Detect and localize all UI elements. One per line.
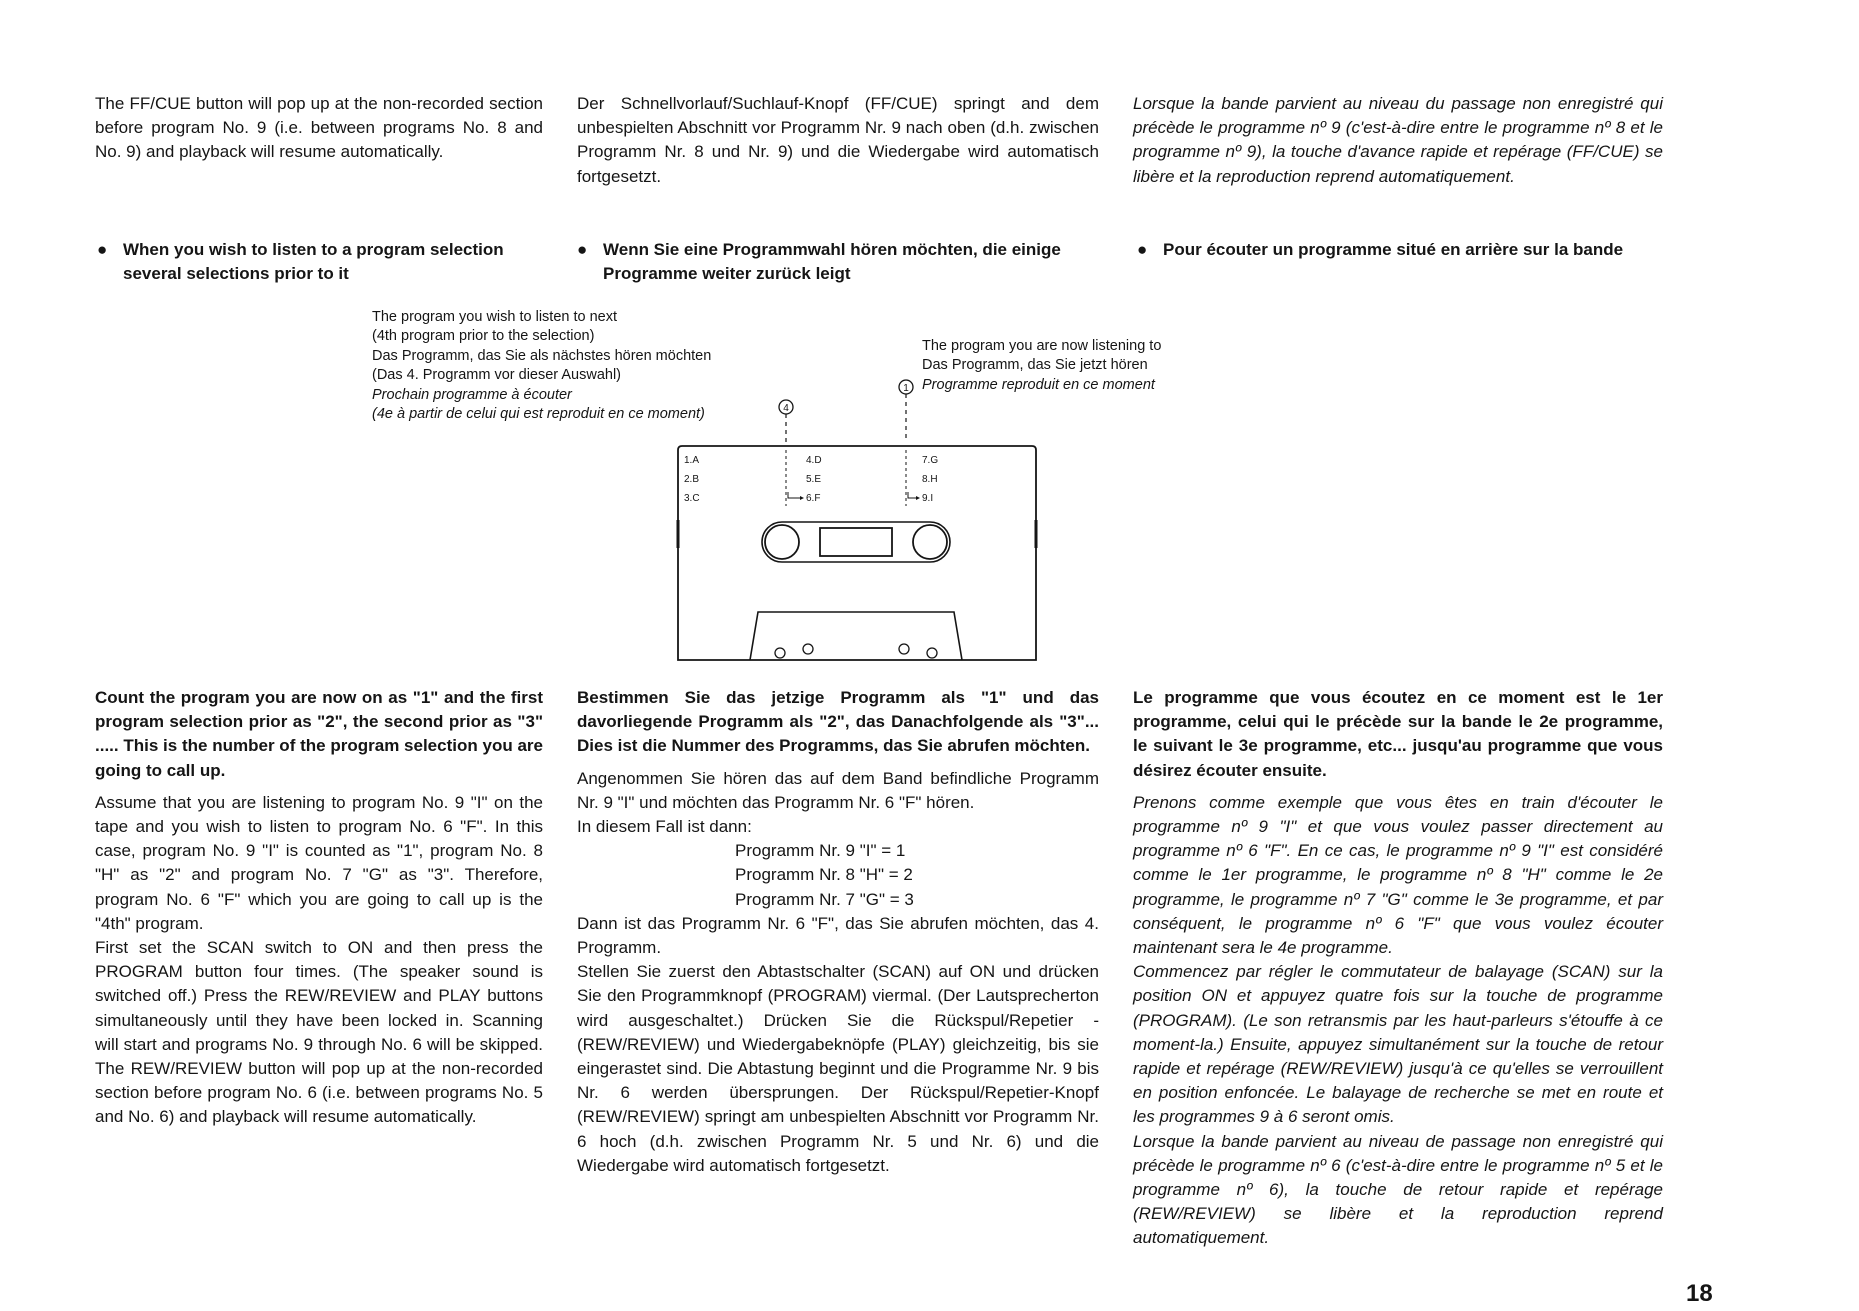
caption-next-en-2: (4th program prior to the selection) xyxy=(372,328,595,344)
bullet-icon: ● xyxy=(97,240,108,259)
marker-1-icon xyxy=(899,380,913,394)
fr-steps: Commencez par régler le commutateur de balayage (SCAN) sur la position ON et appuyez quatre fois sur la touche de programme (PROGRAM). (Le son retransmis par les haut-parleurs s'étouffe à ce moment-la.) Ensuite, appuyez simultanément sur la touche de retour rapide et repérage (REW/REVIEW) jusqu'à ce qu'elles se verrouillent en position enfoncée. Le balayage de recherche se met en route et les programmes 9 à 6 seront omis. xyxy=(1133,962,1663,1127)
de-case: In diesem Fall ist dann: xyxy=(577,817,752,837)
fr-result: Lorsque la bande parvient au niveau de passage non enregistré qui précède le programme nº 6 (c'est-à-dire entre le programme nº 5 et le programme nº 6), la touche de retour rapide et repérage (REW/REVIEW) se libère et la reproduction reprend automatiquement. xyxy=(1133,1131,1663,1248)
caption-next-de-1: Das Programm, das Sie als nächstes hören möchten xyxy=(372,348,712,364)
de-list-item-1: Programm Nr. 9 "I" = 1 xyxy=(735,841,906,861)
caption-current-fr: Programme reproduit en ce moment xyxy=(922,377,1155,393)
track-9I: 9.I xyxy=(922,493,934,504)
fr-example: Prenons comme exemple que vous êtes en train d'écouter le programme nº 9 "I" et que vous voulez passer directement au programme nº 6 "F". En ce cas, le programme nº 9 "I" est considéré comme le 1er programme, le programme nº 8 "H" comme le 2e programme, le programme nº 7 "G" comme le 3e programme, et par conséquent, le programme nº 6 "F" que vous voulez écouter maintenant sera le 4e programme. xyxy=(1133,792,1663,958)
de-steps: Stellen Sie zuerst den Abtastschalter (SCAN) auf ON und drücken Sie den Programmknopf (PROGRAM) viermal. (Der Lautsprecherton wird ausgeschaltet.) Drücken Sie die Rückspul/Repetier - (REW/REVIEW) und Wiedergabeknöpfe (PLAY) gleichzeitig, bis sie eingerastet sind. Die Abtastung beginnt und die Programme Nr. 9 bis Nr. 6 werden übersprungen. Der Rückspul/Repetier-Knopf (REW/REVIEW) springt am unbespielten Abschnitt vor Programm Nr. 6 hoch (d.h. zwischen Programm Nr. 5 und Nr. 6) und die Wiedergabe wird automatisch fortgesetzt. xyxy=(577,962,1099,1175)
heading-fr xyxy=(1137,238,1697,264)
cassette-diagram xyxy=(670,370,1050,670)
heading-de-line2: Programme weiter zurück leigt xyxy=(603,264,851,283)
body-de xyxy=(577,686,1099,1178)
bullet-icon: ● xyxy=(1137,240,1148,259)
de-result: Dann ist das Programm Nr. 6 "F", das Sie abrufen möchten, das 4. Programm. xyxy=(577,913,1099,958)
head-opening xyxy=(750,612,962,660)
track-1A: 1.A xyxy=(684,455,700,466)
bullet-icon: ● xyxy=(577,240,588,259)
heading-en xyxy=(97,238,557,288)
caption-next-fr-2: (4e à partir de celui qui est reproduit en ce moment) xyxy=(372,406,705,422)
caption-next-fr-1: Prochain programme à écouter xyxy=(372,387,572,403)
heading-fr-line1: Pour écouter un programme situé en arrière sur la bande xyxy=(1163,240,1624,259)
track-3C: 3.C xyxy=(684,493,700,504)
top-paragraph-fr: Lorsque la bande parvient au niveau du passage non enregistré qui précède le programme nº 9 (c'est-à-dire entre le programme nº 8 et le programme nº 9), la touche d'avance rapide et repérage (FF/CUE) se libère et la reproduction reprend automatiquement. xyxy=(1133,94,1663,186)
left-reel-icon xyxy=(765,525,799,559)
caption-current-de: Das Programm, das Sie jetzt hören xyxy=(922,357,1148,373)
heading-en-line2: several selections prior to it xyxy=(123,264,349,283)
caption-current-en: The program you are now listening to xyxy=(922,338,1162,354)
caption-next-en-1: The program you wish to listen to next xyxy=(372,309,618,325)
marker-4-icon xyxy=(779,400,793,414)
track-2B: 2.B xyxy=(684,474,700,485)
body-en xyxy=(95,686,543,1130)
en-example: Assume that you are listening to program No. 9 "I" on the tape and you wish to listen to program No. 6 "F". In this case, program No. 9 "I" is counted as "1", program No. 8 "H" as "2" and program No. 7 "G" as "3". Therefore, program No. 6 "F" which you are going to call up is the "4th" program. xyxy=(95,792,543,933)
en-steps: First set the SCAN switch to ON and then press the PROGRAM button four times. (The speaker sound is switched off.) Press the REW/REVIEW and PLAY buttons simultaneously until they have been locked in. Scanning will start and programs No. 9 through No. 6 will be skipped. The REW/REVIEW button will pop up at the non-recorded section before program No. 6 (i.e. between programs No. 5 and No. 6) and playback will resume automatically. xyxy=(95,938,543,1127)
de-instruction: Bestimmen Sie das jetzige Programm als "1" und das davorliegende Programm als "2", das Danachfolgende als "3"... Dies ist die Nummer des Programms, das Sie abrufen möchten. xyxy=(577,688,1099,756)
de-example: Angenommen Sie hören das auf dem Band befindliche Programm Nr. 9 "I" und möchten das Programm Nr. 6 "F" hören. xyxy=(577,768,1099,812)
de-list-item-2: Programm Nr. 8 "H" = 2 xyxy=(735,865,913,885)
caption-next-de-2: (Das 4. Programm vor dieser Auswahl) xyxy=(372,367,621,383)
track-7G: 7.G xyxy=(922,455,939,466)
track-5E: 5.E xyxy=(806,474,822,485)
track-6F: 6.F xyxy=(806,493,821,504)
body-fr xyxy=(1133,686,1663,1251)
track-4D: 4.D xyxy=(806,455,822,466)
de-list-item-3: Programm Nr. 7 "G" = 3 xyxy=(735,889,914,909)
fr-instruction: Le programme que vous écoutez en ce moment est le 1er programme, celui qui le précède sur la bande le 2e programme, le suivant le 3e programme, etc... jusqu'au programme que vous désirez écouter ensuite. xyxy=(1133,688,1663,780)
heading-en-line1: When you wish to listen to a program selection xyxy=(123,240,504,259)
heading-de xyxy=(577,238,1137,288)
marker-4-label: 4 xyxy=(783,403,789,414)
en-instruction: Count the program you are now on as "1" and the first program selection prior as "2", the second prior as "3" ..... This is the number of the program selection you are going to call up. xyxy=(95,688,543,780)
marker-1-label: 1 xyxy=(903,383,909,394)
top-paragraph-de: Der Schnellvorlauf/Suchlauf-Knopf (FF/CUE) springt and dem unbespielten Abschnitt vor Programm Nr. 9 nach oben (d.h. zwischen Programm Nr. 8 und Nr. 9) und die Wiedergabe wird automatisch fortgesetzt. xyxy=(577,94,1099,186)
right-reel-icon xyxy=(913,525,947,559)
cassette-shell xyxy=(678,446,1036,660)
track-8H: 8.H xyxy=(922,474,938,485)
heading-de-line1: Wenn Sie eine Programmwahl hören möchten, die einige xyxy=(603,240,1061,259)
top-paragraph-en: The FF/CUE button will pop up at the non-recorded section before program No. 9 (i.e. between programs No. 8 and No. 9) and playback will resume automatically. xyxy=(95,94,543,162)
page-number: 18 xyxy=(1686,1280,1713,1307)
